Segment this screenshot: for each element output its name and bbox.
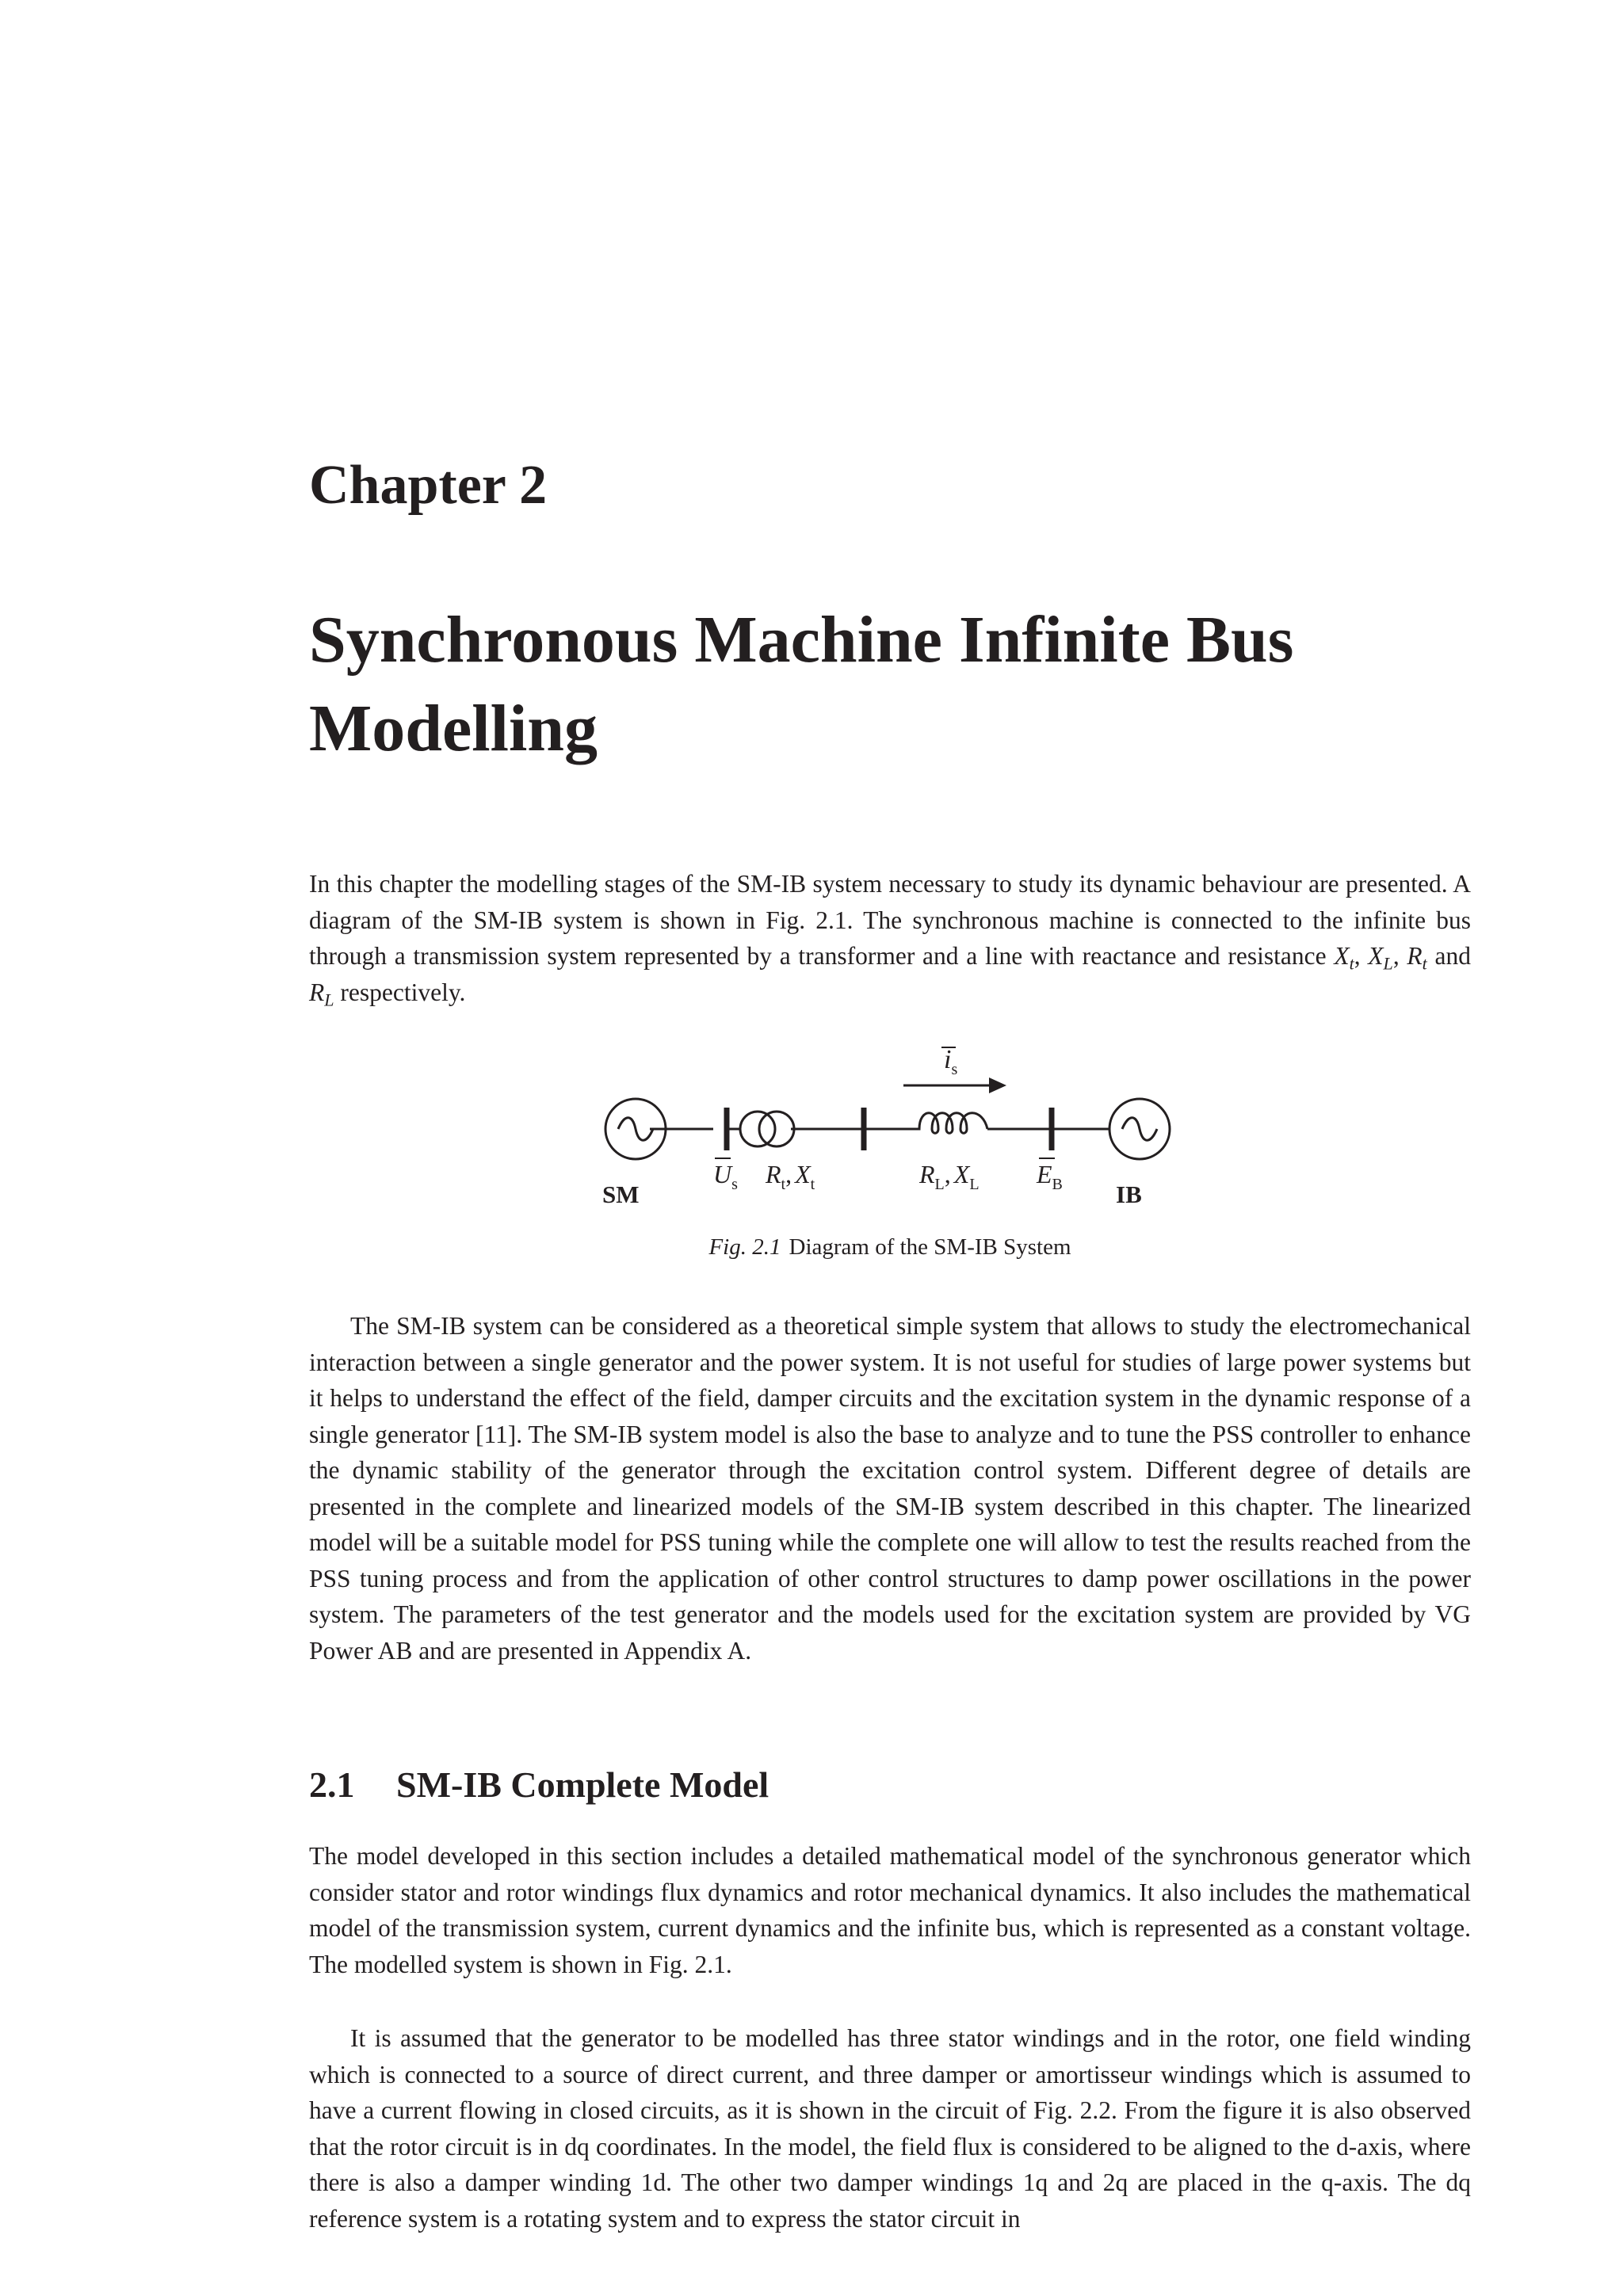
transformer-icon [740,1112,775,1146]
math-xt: $X_t$ [1334,942,1354,974]
sine-icon [618,1118,653,1141]
chapter-label: Chapter 2 [309,455,548,516]
caption-text: Diagram of the SM-IB System [789,1234,1071,1260]
section-heading [309,1763,769,1806]
section-number: 2.1 [309,1764,355,1805]
arrow-head-icon [989,1077,1006,1093]
separator: and [1426,942,1471,970]
sm-ib-diagram-svg [586,1038,1205,1220]
label-ib: IB [1116,1180,1142,1208]
transformer-icon [759,1112,794,1146]
separator: , [1354,942,1369,970]
section-title: SM-IB Complete Model [396,1764,769,1805]
figure-caption [309,1231,1471,1263]
body-paragraph-2: The SM-IB system can be considered as a theoretical simple system that allows to study the electromechanical interaction between a single generator and the power system. It is not useful for studies of large power systems but it helps to understand the effect of the field, damper circuits and the excitation system in the dynamic response of a single generator [11]. The SM-IB system model is also the base to analyze and to tune the PSS controller to enhance the dynamic stability of the generator through the excitation control system. Different degree of details are presented in the complete and linearized models of the SM-IB system described in this chapter. The linearized model will be a suitable model for PSS tuning while the complete one will allow to test the results reached from the PSS tuning process and from the application of other control structures to damp power oscillations in the power system. The parameters of the test generator and the models used for the excitation system are provided by VG Power AB and are presented in Appendix A. [309,1312,1471,1665]
math-xl: $X_L$ [1368,942,1393,974]
label-rt-xt: $R_t$, $X_t$ [766,1160,815,1193]
sine-icon [1122,1118,1157,1141]
math-rl: $R_L$ [309,978,334,1010]
label-rl-xl: $R_L$, $X_L$ [919,1160,980,1193]
label-sm: SM [602,1180,640,1208]
caption-label: Fig. 2.1 [708,1234,781,1260]
label-us: $U_s$ [713,1160,738,1193]
intro-text: In this chapter the modelling stages of the SM-IB system necessary to study its dynamic behaviour are presented. A diagram of the SM-IB system is shown in Fig. 2.1. The synchronous machine is connected to the infinite bus through a transmission system represented by a transformer and a line with reactance and resistance [309,870,1471,970]
body-paragraph-3: The model developed in this section includes a detailed mathematical model of the synchronous generator which consider stator and rotor windings flux dynamics and rotor mechanical dynamics. It also includes the mathematical model of the transmission system, current dynamics and the infinite bus, which is represented as a constant voltage. The modelled system is shown in Fig. 2.1. [309,1842,1471,1978]
separator: , [1392,942,1407,970]
chapter-title: Synchronous Machine Infinite Bus Modelling [309,603,1294,765]
label-eb: $E_B$ [1037,1160,1063,1193]
body-paragraph-4: It is assumed that the generator to be modelled has three stator windings and in the rotor, one field winding which is connected to a source of direct current, and three damper or amortisseur windings which is assumed to have a current flowing in closed circuits, as it is shown in the circuit of Fig. 2.2. From the figure it is also observed that the rotor circuit is in dq coordinates. In the model, the field flux is considered to be aligned to the d-axis, where there is also a damper winding 1d. The other two damper windings 1q and 2q are placed in the q-axis. The dq reference system is a rotating system and to express the stator circuit in [309,2024,1471,2233]
intro-text-end: respectively. [334,978,466,1006]
label-is: $i_s$ [944,1045,958,1078]
math-rt: $R_t$ [1407,942,1427,974]
line-inductor-icon [918,1113,987,1134]
intro-paragraph [309,866,1471,1010]
sm-ib-diagram [586,1038,1205,1220]
